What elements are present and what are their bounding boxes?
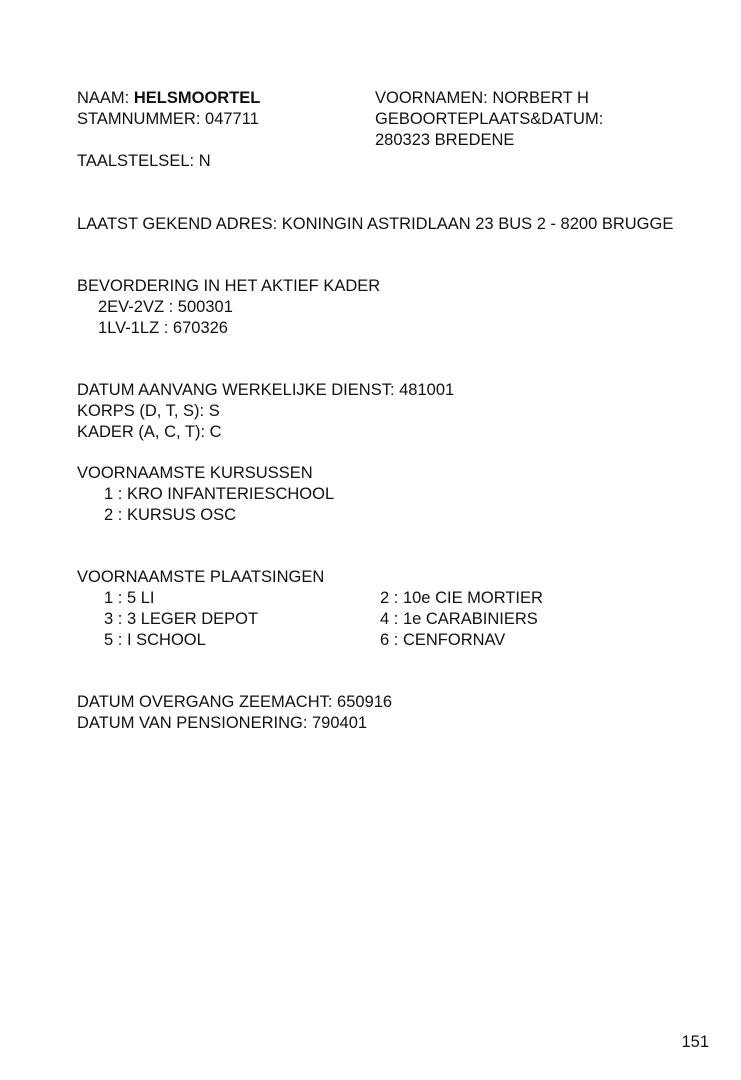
plaatsing-text: : CENFORNAV bbox=[393, 631, 506, 649]
plaatsing-text: : 3 LEGER DEPOT bbox=[117, 610, 259, 628]
aanvang-dienst: DATUM AANVANG WERKELIJKE DIENST: 481001 bbox=[77, 381, 455, 399]
page-number: 151 bbox=[681, 1033, 709, 1051]
pensionering: DATUM VAN PENSIONERING: 790401 bbox=[77, 714, 368, 732]
kursus-text: : KRO INFANTERIESCHOOL bbox=[117, 485, 335, 503]
bevordering-date: : 500301 bbox=[168, 298, 233, 316]
geboorte-value: 280323 BREDENE bbox=[375, 131, 515, 149]
voornamen-value: NORBERT H bbox=[492, 89, 589, 107]
bevordering-heading: BEVORDERING IN HET AKTIEF KADER bbox=[77, 277, 381, 295]
plaatsing-text: : 10e CIE MORTIER bbox=[393, 589, 543, 607]
name-value: HELSMOORTEL bbox=[133, 89, 261, 107]
plaatsing-item bbox=[380, 588, 543, 609]
kursus-item bbox=[104, 484, 334, 505]
kursus-text: : KURSUS OSC bbox=[117, 506, 237, 524]
kader: KADER (A, C, T): C bbox=[77, 423, 222, 441]
kursussen-heading: VOORNAAMSTE KURSUSSEN bbox=[77, 464, 313, 482]
voornamen-line bbox=[375, 88, 589, 109]
bevordering-date: : 670326 bbox=[163, 319, 228, 337]
plaatsing-item bbox=[380, 609, 538, 630]
plaatsingen-heading: VOORNAAMSTE PLAATSINGEN bbox=[77, 568, 325, 586]
plaatsing-num: 6 bbox=[380, 631, 390, 649]
stamnummer-value: 047711 bbox=[205, 110, 259, 128]
bevordering-rank: 1LV-1LZ bbox=[98, 319, 160, 337]
name-line bbox=[77, 88, 260, 109]
stamnummer-line bbox=[77, 109, 259, 130]
geboorte-label: GEBOORTEPLAATS&DATUM: bbox=[375, 110, 604, 128]
korps: KORPS (D, T, S): S bbox=[77, 402, 220, 420]
plaatsing-num: 1 bbox=[104, 589, 114, 607]
plaatsing-num: 2 bbox=[380, 589, 390, 607]
plaatsing-num: 5 bbox=[104, 631, 114, 649]
bevordering-item bbox=[98, 297, 233, 318]
plaatsing-text: : 1e CARABINIERS bbox=[393, 610, 538, 628]
taalstelsel-label: TAALSTELSEL: bbox=[77, 152, 195, 170]
plaatsing-num: 4 bbox=[380, 610, 390, 628]
plaatsing-item bbox=[104, 630, 206, 651]
overgang-zeemacht: DATUM OVERGANG ZEEMACHT: 650916 bbox=[77, 693, 393, 711]
plaatsing-text: : 5 LI bbox=[117, 589, 155, 607]
kursus-num: 1 bbox=[104, 485, 114, 503]
plaatsing-item bbox=[380, 630, 505, 651]
plaatsing-text: : I SCHOOL bbox=[117, 631, 206, 649]
plaatsing-num: 3 bbox=[104, 610, 114, 628]
plaatsing-item bbox=[104, 588, 154, 609]
taalstelsel-line bbox=[77, 151, 211, 172]
stamnummer-label: STAMNUMMER: bbox=[77, 110, 201, 128]
adres-label: LAATST GEKEND ADRES: bbox=[77, 215, 278, 233]
plaatsing-item bbox=[104, 609, 258, 630]
name-label: NAAM: bbox=[77, 89, 130, 107]
bevordering-rank: 2EV-2VZ bbox=[98, 298, 165, 316]
bevordering-item bbox=[98, 318, 228, 339]
taalstelsel-value: N bbox=[198, 152, 211, 170]
adres-value: KONINGIN ASTRIDLAAN 23 BUS 2 - 8200 BRUGGE bbox=[281, 215, 674, 233]
kursus-item bbox=[104, 505, 236, 526]
voornamen-label: VOORNAMEN: bbox=[375, 89, 488, 107]
adres-line bbox=[77, 214, 673, 235]
kursus-num: 2 bbox=[104, 506, 114, 524]
